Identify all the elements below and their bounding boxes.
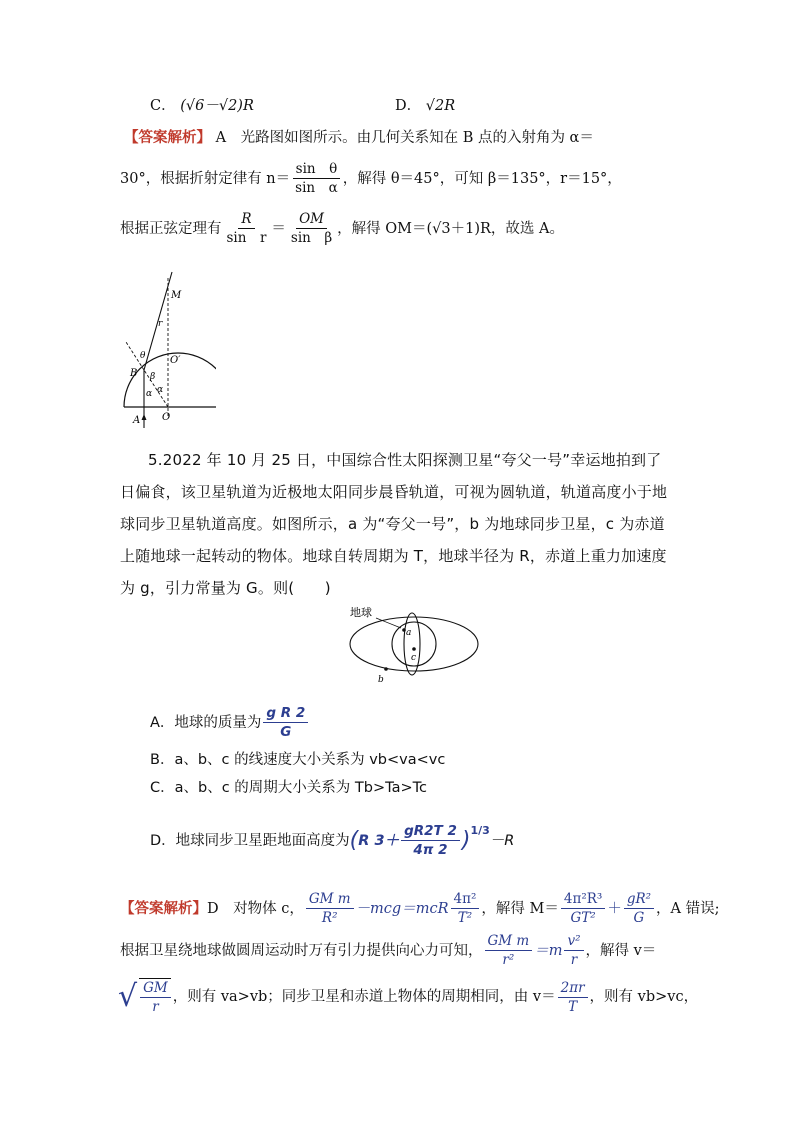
- option-a-fraction: [263, 704, 308, 741]
- fraction-denominator: 4π 2: [413, 842, 448, 858]
- answer-2-text1a: D 对物体 c，: [207, 900, 304, 917]
- label-alpha-2: α: [157, 385, 164, 395]
- option-d-text: D．地球同步卫星距地面高度为: [150, 832, 350, 849]
- fraction-numerator: R: [238, 210, 254, 229]
- fraction-denominator: r²: [502, 952, 515, 968]
- option-c-q5: C．a、b、c 的周期大小关系为 Tb>Ta>Tc: [150, 780, 427, 796]
- label-a: A: [133, 415, 141, 426]
- option-d: [395, 96, 455, 116]
- answer-2-text3b: ，则有 vb>vc，: [589, 989, 699, 1005]
- label-b: B: [130, 368, 138, 379]
- option-c-expr: (√6－√2)R: [180, 98, 254, 114]
- fraction-numerator: sin θ: [293, 160, 341, 179]
- option-c: [150, 96, 254, 116]
- question-5-stem: 5.2022 年 10 月 25 日，中国综合性太阳探测卫星“夸父一号”幸运地拍到了日偏食，该卫星轨道为近极地太阳同步晨昏轨道，可视为圆轨道，轨道高度小于地球同步卫星轨道高度。如图所示，a 为“夸父一号”，b 为地球同步卫星，c 为赤道上随地球一起转动的物体。地球自转周期为 T，地球半径为 R，赤道上重力加速度为 g，引力常量为 G。则( ): [120, 451, 668, 597]
- fraction-4pi2r3-over-gt2: [561, 890, 605, 927]
- object-c-dot: [412, 647, 416, 651]
- fraction-numerator: 4π²R³: [561, 890, 605, 909]
- answer-2-text2a: 根据卫星绕地球做圆周运动时万有引力提供向心力可知，: [120, 942, 483, 959]
- plus-sign: ＋: [607, 900, 622, 917]
- fraction-gr2-over-g: [624, 890, 654, 927]
- label-c: c: [411, 653, 417, 663]
- label-b: b: [378, 675, 384, 685]
- option-d-fraction: [401, 822, 460, 859]
- fraction-2pir-over-t: [558, 979, 588, 1016]
- option-a: [150, 704, 310, 741]
- answer-1-text2a: 30°，根据折射定律有 n＝: [120, 170, 291, 187]
- label-beta: β: [150, 372, 156, 382]
- answer-2-text2b: ＝m: [534, 942, 563, 959]
- answer-label: 【答案解析】: [124, 129, 211, 146]
- answer-2-text1c: ，解得 M＝: [481, 900, 559, 917]
- option-d-exponent: 1/3: [470, 823, 490, 837]
- option-b: B．a、b、c 的线速度大小关系为 vb<va<vc: [150, 752, 446, 768]
- label-earth: 地球: [350, 606, 372, 619]
- fraction-gmm-over-r2-small: [485, 932, 533, 969]
- option-d-label: D．: [395, 98, 422, 114]
- fraction-v2-over-r: [564, 932, 583, 969]
- fraction-r-over-sin-r: [224, 210, 270, 247]
- fraction-denominator: T²: [457, 910, 473, 926]
- fraction-numerator: gR²: [624, 890, 654, 909]
- fraction-numerator: 4π²: [451, 890, 480, 909]
- fraction-numerator: OM: [296, 210, 327, 229]
- fraction-denominator: r: [570, 952, 578, 968]
- answer-label-2: 【答案解析】: [120, 899, 207, 917]
- fraction-denominator: sin α: [295, 180, 338, 196]
- fraction-numerator: GM: [140, 979, 171, 998]
- fraction-denominator: G: [280, 724, 292, 740]
- label-o-prime: O′: [170, 355, 181, 366]
- answer-2-line1: [120, 890, 720, 927]
- option-c-label: C．: [150, 98, 176, 114]
- fraction-numerator: v²: [564, 932, 583, 951]
- answer-2-text2c: ，解得 v＝: [585, 942, 657, 959]
- fraction-denominator: GT²: [570, 910, 596, 926]
- orbit-figure: [346, 600, 482, 686]
- label-a: a: [406, 628, 412, 638]
- option-d-q5: [150, 822, 514, 859]
- answer-1-line1: [124, 128, 594, 148]
- arrow-head: [142, 414, 147, 420]
- label-m: M: [171, 290, 182, 301]
- answer-2-text3a: ，则有 va>vb；同步卫星和赤道上物体的周期相同，由 v＝: [172, 989, 556, 1005]
- right-paren: ): [461, 827, 471, 853]
- answer-1-line2: [120, 160, 622, 197]
- label-theta: θ: [140, 351, 146, 361]
- answer-1-line3: [120, 210, 564, 247]
- answer-2-line2: [120, 932, 656, 969]
- answer-1-text1: A 光路图如图所示。由几何关系知在 B 点的入射角为 α＝: [215, 130, 594, 146]
- answer-2-text1d: ，A 错误;: [656, 900, 720, 917]
- label-alpha-1: α: [146, 389, 153, 399]
- equals-sign: ＝: [271, 220, 286, 237]
- answer-1-text2b: ，解得 θ＝45°，可知 β＝135°，r＝15°，: [342, 170, 622, 187]
- light-path-figure: [116, 268, 216, 430]
- fraction-gmm-over-r2: [306, 890, 354, 927]
- fraction-om-over-sin-beta: [288, 210, 335, 247]
- fraction-denominator: R²: [321, 910, 338, 926]
- fraction-denominator: r: [152, 999, 159, 1015]
- label-o: O: [162, 412, 171, 423]
- fraction-numerator: 2πr: [558, 979, 588, 998]
- fraction-denominator: T: [568, 998, 578, 1015]
- sqrt-symbol-icon: √: [118, 979, 138, 1014]
- sqrt-gm-over-r: [139, 978, 171, 1016]
- answer-2-text1b: －mcg＝mcR: [355, 900, 449, 917]
- answer-1-text3b: ，解得 OM＝(√3＋1)R，故选 A。: [337, 220, 565, 237]
- fraction-numerator: GM m: [485, 932, 533, 951]
- fraction-numerator: gR2T 2: [401, 822, 460, 841]
- fraction-numerator: GM m: [306, 890, 354, 909]
- answer-1-text3a: 根据正弦定理有: [120, 220, 222, 237]
- fraction-denominator: sin r: [226, 230, 267, 246]
- fraction-numerator: g R 2: [263, 704, 308, 723]
- answer-2-line3: [118, 978, 698, 1016]
- fraction-denominator: G: [633, 910, 645, 926]
- fraction-denominator: sin β: [290, 230, 333, 246]
- option-a-text: A．地球的质量为: [150, 714, 262, 731]
- option-d-tail: －R: [489, 832, 515, 849]
- label-r: r: [158, 319, 163, 329]
- fraction-sin-theta-over-sin-alpha: [292, 160, 341, 197]
- fraction-4pi2-over-t2: [451, 890, 480, 927]
- option-d-expr-a: R 3＋: [358, 832, 400, 849]
- option-d-expr: √2R: [425, 98, 456, 114]
- satellite-b-dot: [384, 667, 388, 671]
- left-paren: (: [349, 827, 359, 853]
